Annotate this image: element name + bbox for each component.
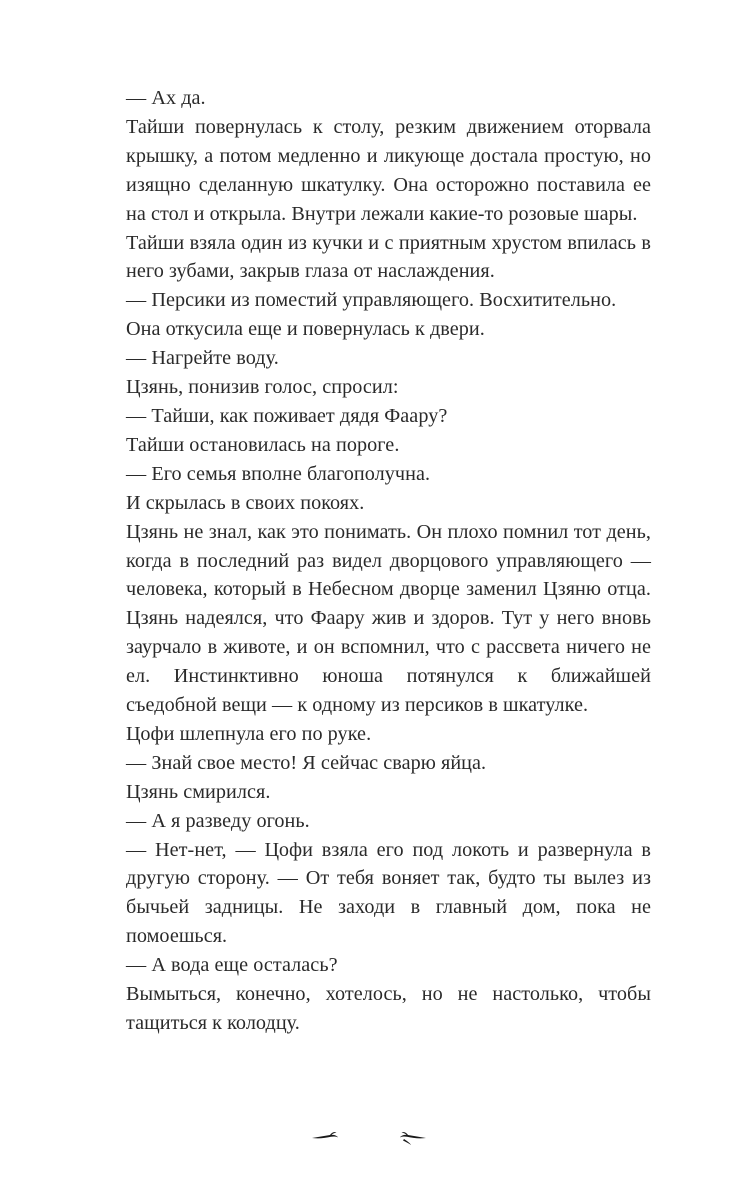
paragraph: Цофи шлепнула его по руке. (126, 722, 372, 745)
paragraph: — Персики из поместий управляющего. Восхитительно. (126, 289, 617, 312)
paragraph: Цзянь, понизив голос, спросил: (126, 376, 399, 399)
paragraph: Тайши взяла один из кучки и с приятным хрустом впилась в него зубами, закрыв глаза от наслаждения. (126, 231, 651, 283)
paragraph: — Его семья вполне благополучна. (126, 462, 431, 485)
paragraph: Вымыться, конечно, хотелось, но не настолько, чтобы тащиться к колодцу. (126, 983, 651, 1034)
paragraph: — Нет-нет, — Цофи взяла его под локоть и развернула в другую сторону. — От тебя воняет так, будто ты вылез из бычьей задницы. Не заходи в главный дом, пока не помоешься. (126, 838, 651, 948)
paragraph: — Нагрейте воду. (126, 347, 279, 370)
paragraph: Она откусила еще и повернулась к двери. (126, 318, 485, 341)
paragraph: И скрылась в своих покоях. (126, 491, 365, 514)
decorative-scroll-divider-icon (310, 1124, 428, 1148)
paragraph: — А вода еще осталась? (126, 954, 338, 977)
paragraph: — Знай свое место! Я сейчас сварю яйца. (126, 751, 487, 774)
paragraph: — А я разведу огонь. (126, 809, 310, 832)
paragraph: — Ах да. (126, 87, 206, 109)
paragraph: Цзянь не знал, как это понимать. Он плохо помнил тот день, когда в последний раз видел дворцового управляющего — человека, который в Небесном дворце заменил Цзяню отца. Цзянь надеялся, что Фаару жив и здоров. Тут у него вновь заурчало в животе, и он вспомнил, что с рассвета ничего не ел. Инстинктивно юноша потянулся к ближайшей съедобной вещи — к одному из персиков в шкатулке. (126, 520, 651, 717)
paragraph: Тайши повернулась к столу, резким движением оторвала крышку, а потом медленно и ликующе достала простую, но изящно сделанную шкатулку. Она осторожно поставила ее на стол и открыла. Внутри лежали какие-то розовые шары. (126, 115, 651, 225)
paragraph: — Тайши, как поживает дядя Фаару? (126, 404, 448, 427)
paragraph: Цзянь смирился. (126, 780, 271, 803)
paragraph: Тайши остановилась на пороге. (126, 433, 400, 456)
body-text (126, 84, 651, 1038)
